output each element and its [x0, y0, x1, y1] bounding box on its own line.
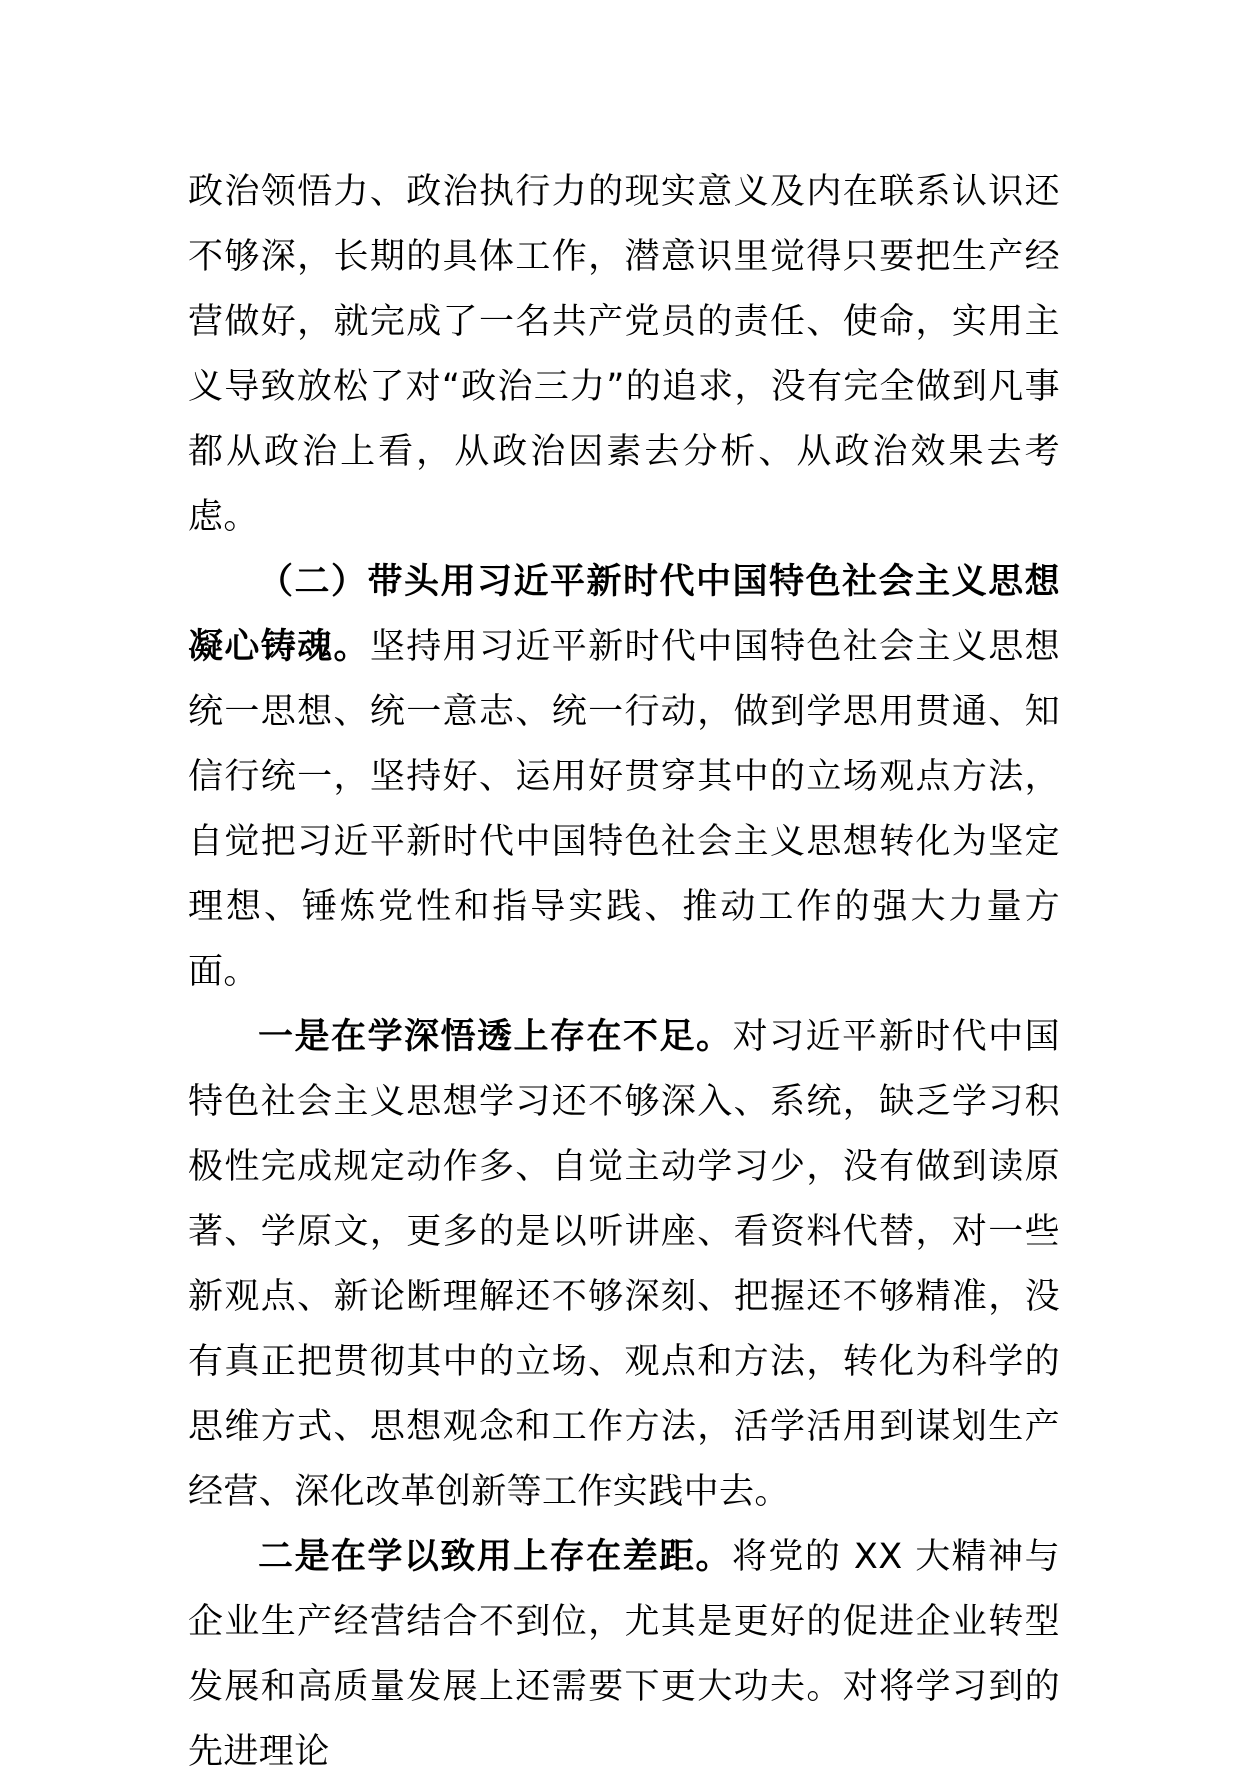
paragraph-section-two — [188, 550, 1060, 1005]
paragraph-text: 政治领悟力、政治执行力的现实意义及内在联系认识还不够深，长期的具体工作，潜意识里觉得只要把生产经营做好，就完成了一名共产党员的责任、使命，实用主义导致放松了对“政治三力”的追求，没有完全做到凡事都从政治上看，从政治因素去分析、从政治效果去考虑。 — [188, 172, 1060, 537]
paragraph-text: 坚持用习近平新时代中国特色社会主义思想统一思想、统一意志、统一行动，做到学思用贯通、知信行统一，坚持好、运用好贯穿其中的立场观点方法，自觉把习近平新时代中国特色社会主义思想转化为坚定理想、锤炼党性和指导实践、推动工作的强大力量方面。 — [188, 627, 1060, 992]
point-heading: 一是在学深悟透上存在不足。 — [258, 1017, 733, 1057]
paragraph-continuation — [188, 160, 1060, 550]
paragraph-text: 将党的 XX 大精神与企业生产经营结合不到位，尤其是更好的促进企业转型发展和高质量发展上还需要下更大功夫。对将学习到的先进理论 — [188, 1537, 1060, 1772]
document-body — [188, 160, 1060, 1785]
paragraph-point-two — [188, 1525, 1060, 1785]
paragraph-point-one — [188, 1005, 1060, 1525]
paragraph-text: 对习近平新时代中国特色社会主义思想学习还不够深入、系统，缺乏学习积极性完成规定动作多、自觉主动学习少，没有做到读原著、学原文，更多的是以听讲座、看资料代替，对一些新观点、新论断理解还不够深刻、把握还不够精准，没有真正把贯彻其中的立场、观点和方法，转化为科学的思维方式、思想观念和工作方法，活学活用到谋划生产经营、深化改革创新等工作实践中去。 — [188, 1017, 1060, 1512]
point-heading: 二是在学以致用上存在差距。 — [258, 1537, 732, 1577]
section-heading: （二）带头用习近平新时代中国特色社会主义思想凝心铸魂。 — [188, 562, 1060, 667]
